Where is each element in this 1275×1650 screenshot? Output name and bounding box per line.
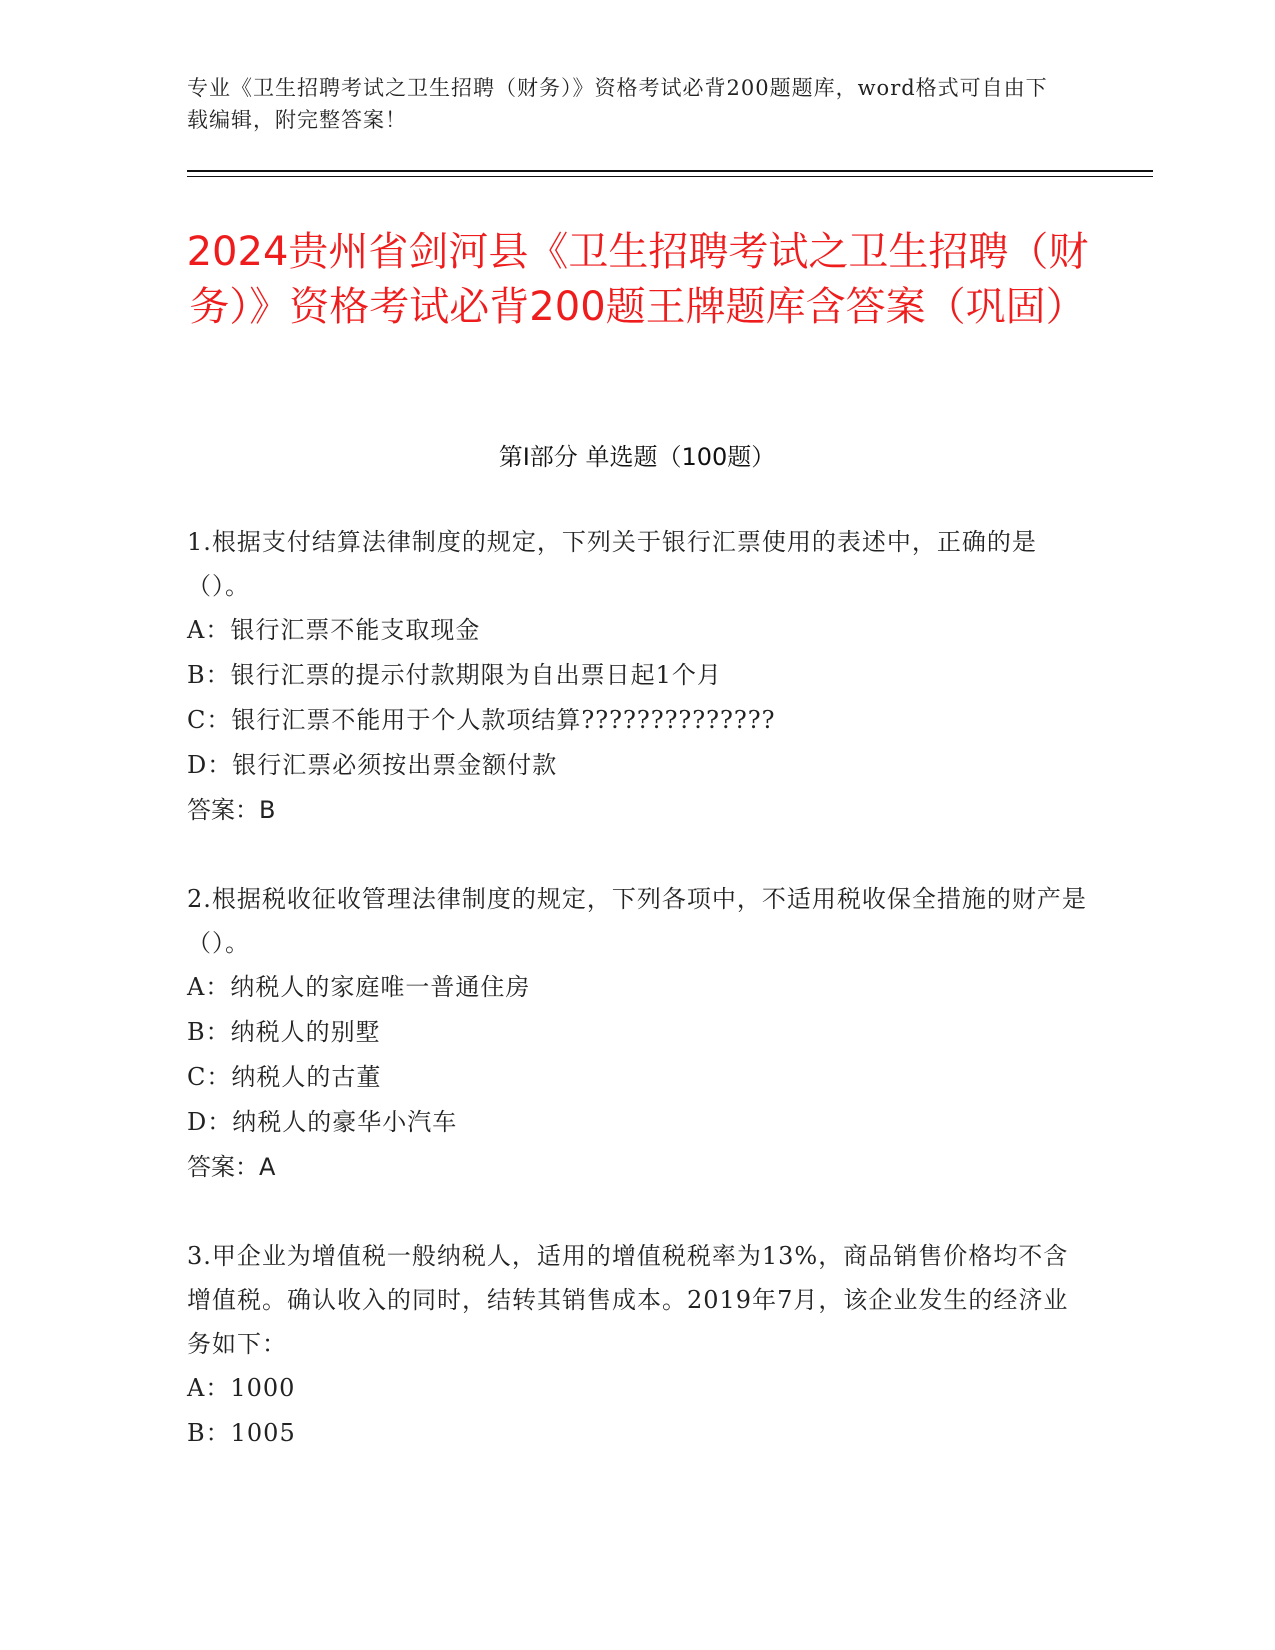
question-option: B：1005 bbox=[187, 1419, 296, 1447]
question-option: B：纳税人的别墅 bbox=[187, 1018, 381, 1046]
question-option: A：纳税人的家庭唯一普通住房 bbox=[187, 973, 531, 1001]
header-divider-thick bbox=[187, 170, 1153, 172]
question-option: D：纳税人的豪华小汽车 bbox=[187, 1108, 458, 1136]
question-item bbox=[187, 1234, 1087, 1456]
question-option: C：银行汇票不能用于个人款项结算?????????????? bbox=[187, 706, 776, 734]
question-item bbox=[187, 877, 1087, 1190]
question-list bbox=[187, 520, 1087, 1500]
header-divider-thin bbox=[187, 176, 1153, 177]
question-option: C：纳税人的古董 bbox=[187, 1063, 382, 1091]
header-note: 专业《卫生招聘考试之卫生招聘（财务）》资格考试必背200题题库，word格式可自由下载编辑，附完整答案！ bbox=[187, 76, 1048, 132]
section-title: 第Ⅰ部分 单选题（100题） bbox=[498, 443, 776, 471]
question-answer: 答案：B bbox=[187, 796, 276, 824]
question-stem: 2.根据税收征收管理法律制度的规定，下列各项中，不适用税收保全措施的财产是（）。 bbox=[187, 885, 1087, 957]
question-option: D：银行汇票必须按出票金额付款 bbox=[187, 751, 558, 779]
question-item bbox=[187, 520, 1087, 833]
question-option: A：1000 bbox=[187, 1374, 296, 1402]
question-stem: 1.根据支付结算法律制度的规定，下列关于银行汇票使用的表述中，正确的是（）。 bbox=[187, 528, 1037, 600]
question-answer: 答案：A bbox=[187, 1153, 276, 1181]
document-title: 2024贵州省剑河县《卫生招聘考试之卫生招聘（财务）》资格考试必背200题王牌题库含答案（巩固） bbox=[186, 229, 1089, 330]
question-stem: 3.甲企业为增值税一般纳税人，适用的增值税税率为13%，商品销售价格均不含增值税。确认收入的同时，结转其销售成本。2019年7月，该企业发生的经济业务如下： bbox=[187, 1242, 1069, 1358]
question-option: A：银行汇票不能支取现金 bbox=[187, 616, 481, 644]
question-option: B：银行汇票的提示付款期限为自出票日起1个月 bbox=[187, 661, 722, 689]
